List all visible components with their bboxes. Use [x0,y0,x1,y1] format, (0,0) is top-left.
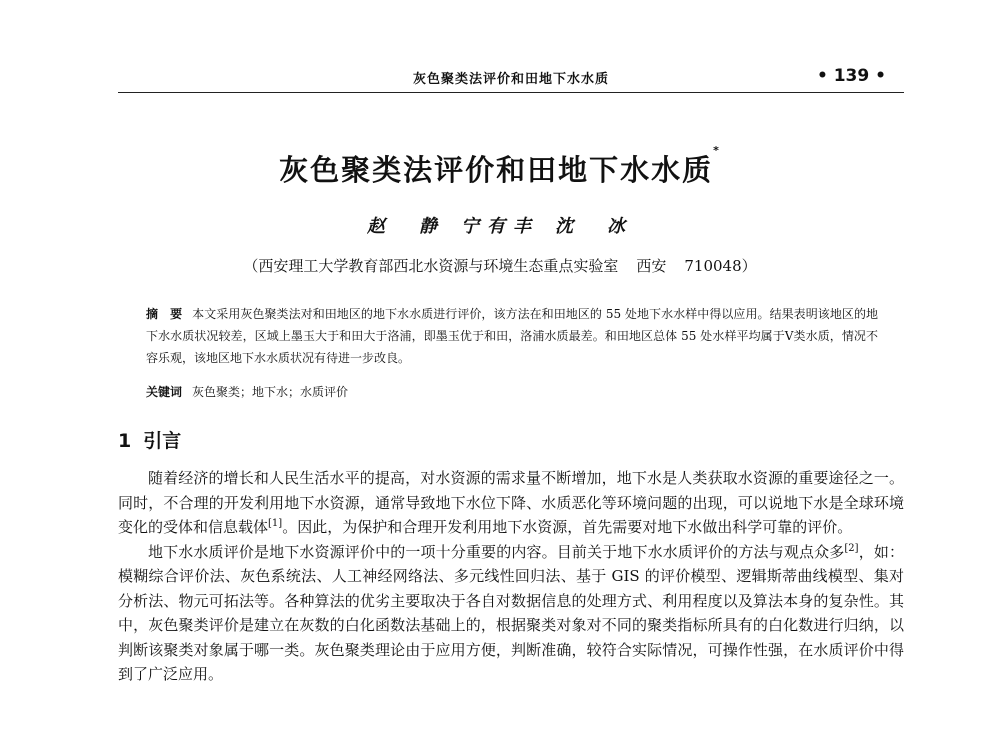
affiliation-postcode: 710048） [684,257,757,275]
section-heading [118,426,181,453]
body-paragraph [118,540,904,687]
title-footnote-mark[interactable]: * [713,144,721,157]
paragraph-text: 。因此，为保护和合理开发利用地下水资源，首先需要对地下水做出科学可靠的评价。 [282,518,853,536]
page-number: • 139 • [816,66,886,86]
author-name: 宁有丰 [461,216,539,237]
author-list [0,212,1000,238]
body-paragraph [118,466,904,540]
abstract-text: 本文采用灰色聚类法对和田地区的地下水水质进行评价，该方法在和田地区的 55 处地下水水样中得以应用。结果表明该地区的地下水水质状况较差，区域上墨玉大于和田大于洛浦，即墨玉优于和田，洛浦水质最差。和田地区总体 55 处水样平均属于Ⅴ类水质，情况不容乐观，该地区地下水水质状况有待进一步改良。 [146,307,878,365]
paper-title-text: 灰色聚类法评价和田地下水水质 [279,153,714,187]
citation-ref[interactable]: [1] [268,518,283,529]
paragraph-text: 地下水水质评价是地下水资源评价中的一项十分重要的内容。目前关于地下水水质评价的方法与观点众多 [148,542,845,561]
paragraph-text: 随着经济的增长和人民生活水平的提高，对水资源的需求量不断增加，地下水是人类获取水资源的重要途径之一。同时，不合理的开发利用地下水资源，通常导致地下水位下降、水质恶化等环境问题的出现，可以说地下水是全球环境变化的受体和信息载体 [118,469,904,536]
author-name: 赵 静 [367,216,445,237]
affiliation-city: 西安 [636,257,667,275]
affiliation-institution: （西安理工大学教育部西北水资源与环境生态重点实验室 [243,257,619,275]
affiliation [0,255,1000,276]
section-title: 引言 [143,430,182,452]
section-number: 1 [118,430,132,452]
running-title: 灰色聚类法评价和田地下水水质 [412,72,609,87]
paper-title [0,144,1000,189]
keywords [146,382,878,402]
author-name: 沈 冰 [555,216,633,237]
paragraph-text: ，如：模糊综合评价法、灰色系统法、人工神经网络法、多元线性回归法、基于 GIS 的评价模型、逻辑斯蒂曲线模型、集对分析法、物元可拓法等。各种算法的优劣主要取决于各自对数据信息的处理方式、利用程度以及算法本身的复杂性。其中，灰色聚类评价是建立在灰数的白化函数法基础上的，根据聚类对象对不同的聚类指标所具有的白化数进行归纳，以判断该聚类对象属于哪一类。灰色聚类理论由于应用方便，判断准确，较符合实际情况，可操作性强，在水质评价中得到了广泛应用。 [118,542,904,683]
abstract-label: 摘 要 [146,307,183,321]
keywords-text: 灰色聚类；地下水；水质评价 [192,385,349,399]
abstract [146,303,878,369]
running-header [118,66,904,93]
body-text [118,466,904,687]
citation-ref[interactable]: [2] [844,542,859,554]
keywords-label: 关键词 [146,385,183,399]
